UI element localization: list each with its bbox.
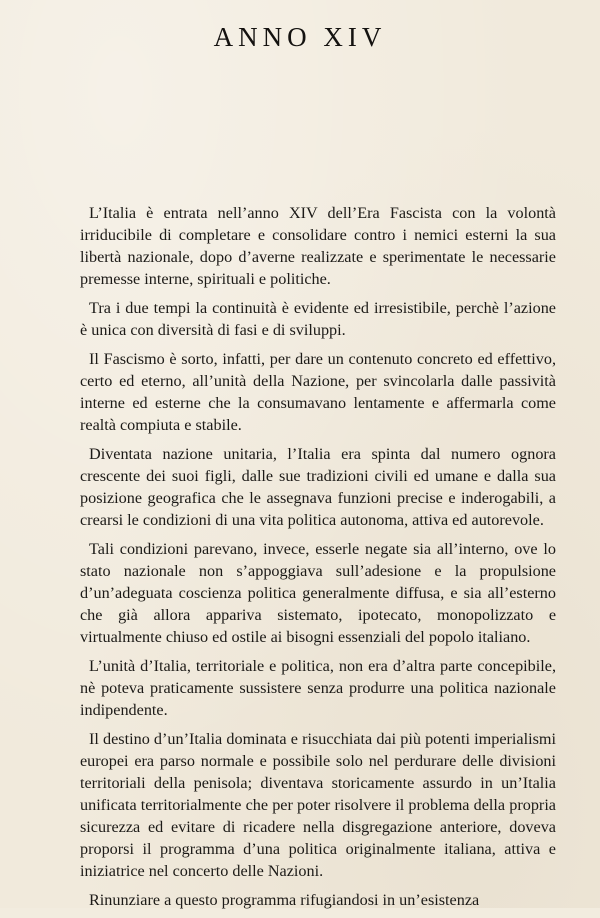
paragraph-3: Il Fascismo è sorto, infatti, per dare un contenuto concreto ed effettivo, certo ed eterno, all’unità della Nazione, per svincolarla dalle passività interne ed esterne che la consumavano lentamente e affermarla come realtà compiuta e stabile. (80, 350, 556, 434)
paragraph-6: L’unità d’Italia, territoriale e politica, non era d’altra parte concepibile, nè poteva praticamente sussistere senza produrre una politica nazionale indipendente. (80, 657, 556, 719)
paragraph-7: Il destino d’un’Italia dominata e risucchiata dai più potenti imperialismi europei era parso normale e possibile solo nel perdurare delle divisioni territoriali della penisola; diventava storicamente assurdo in un’Italia unificata territorialmente che per poter risolvere il problema della propria sicurezza ed evitare di ricadere nella disgregazione anteriore, doveva proporsi il programma d’una politica originalmente italiana, attiva e iniziatrice nel concerto delle Nazioni. (80, 730, 556, 880)
paragraph-4: Diventata nazione unitaria, l’Italia era spinta dal numero ognora crescente dei suoi figli, dalle sue tradizioni civili ed umane e dalla sua posizione geografica che le assegnava funzioni precise e inderogabili, a crearsi le condizioni di una vita politica autonoma, attiva ed autorevole. (80, 445, 556, 529)
paragraph-1: L’Italia è entrata nell’anno XIV dell’Era Fascista con la volontà irriducibile di completare e consolidare contro i nemici esterni la sua libertà nazionale, dopo d’averne realizzate e sperimentate le necessarie premesse interne, spirituali e politiche. (80, 204, 556, 288)
body-text (80, 202, 556, 918)
paragraph-2: Tra i due tempi la continuità è evidente ed irresistibile, perchè l’azione è unica con diversità di fasi e di sviluppi. (80, 299, 556, 339)
paragraph-8: Rinunziare a questo programma rifugiandosi in un’esistenza (89, 891, 480, 909)
paragraph-5: Tali condizioni parevano, invece, esserle negate sia all’interno, ove lo stato nazionale non s’appoggiava sull’adesione e la propulsione d’un’adeguata coscienza politica generalmente diffusa, e sia all’esterno che già allora appariva sistemato, ipotecato, monopolizzato e virtualmente chiuso ed ostile ai bisogni essenziali del popolo italiano. (80, 540, 556, 646)
page-title: ANNO XIV (213, 22, 387, 52)
